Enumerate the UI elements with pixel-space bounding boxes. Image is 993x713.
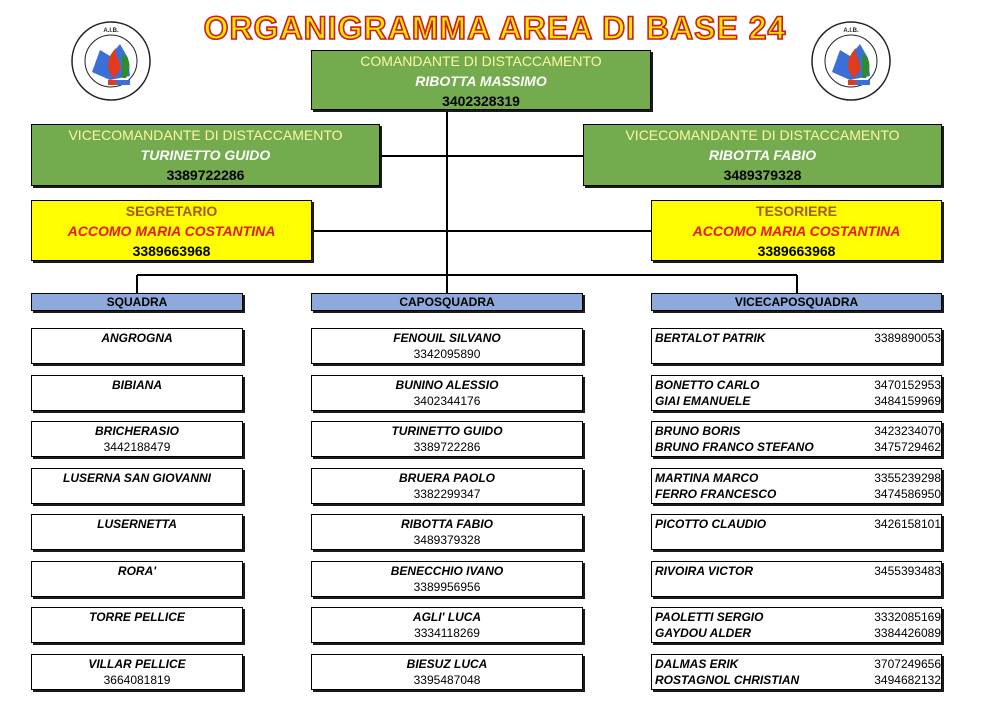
vicecaposquadra-entry — [652, 609, 941, 625]
caposquadra-phone: 3395487048 — [413, 673, 481, 687]
vicecaposquadra-cell — [651, 561, 942, 597]
column-header-vicecaposquadra: VICECAPOSQUADRA — [651, 293, 942, 311]
vicecaposquadra-phone: 3475729462 — [874, 440, 941, 454]
caposquadra-name: FENOUIL SILVANO — [393, 331, 501, 345]
caposquadra-phone: 3402344176 — [413, 394, 481, 408]
squadra-name: ANGROGNA — [101, 331, 173, 345]
vicecaposquadra-cell — [651, 328, 942, 364]
page-title: ORGANIGRAMMA AREA DI BASE 24 — [203, 10, 787, 46]
caposquadra-cell — [311, 561, 583, 597]
vicecaposquadra-name: MARTINA MARCO — [655, 471, 759, 485]
vicecaposquadra-phone: 3494682132 — [874, 673, 941, 687]
vicecaposquadra-name: BONETTO CARLO — [655, 378, 760, 392]
caposquadra-phone: 3342095890 — [413, 347, 481, 361]
vicecaposquadra-phone: 3484159969 — [874, 394, 941, 408]
caposquadra-phone: 3389956956 — [413, 580, 481, 594]
vicecaposquadra-name: FERRO FRANCESCO — [655, 487, 777, 501]
vicecaposquadra-entry — [652, 423, 941, 439]
vicecaposquadra-name: RIVOIRA VICTOR — [655, 564, 754, 578]
caposquadra-phone: 3382299347 — [413, 487, 481, 501]
vicecaposquadra-entry — [652, 516, 941, 532]
vice-commander-role: VICECOMANDANTE DI DISTACCAMENTO — [625, 127, 900, 143]
column-header-caposquadra: CAPOSQUADRA — [311, 293, 583, 311]
vicecaposquadra-cell — [651, 375, 942, 411]
treasurer-name: ACCOMO MARIA COSTANTINA — [692, 223, 901, 239]
vicecaposquadra-cell — [651, 421, 942, 457]
vicecaposquadra-phone: 3332085169 — [874, 610, 941, 624]
vice-commander-phone: 3489379328 — [723, 167, 802, 183]
treasurer-phone: 3389663968 — [757, 243, 836, 259]
vicecaposquadra-entry — [652, 377, 941, 393]
vicecaposquadra-cell — [651, 607, 942, 643]
caposquadra-phone: 3489379328 — [413, 533, 481, 547]
vice-commander-box-right — [583, 124, 942, 186]
treasurer-box — [651, 200, 942, 261]
caposquadra-name: BRUERA PAOLO — [399, 471, 495, 485]
vice-commander-name: RIBOTTA FABIO — [708, 147, 817, 163]
vicecaposquadra-name: BERTALOT PATRIK — [655, 331, 766, 345]
commander-name: RIBOTTA MASSIMO — [415, 73, 547, 89]
vicecaposquadra-phone: 3474586950 — [874, 487, 941, 501]
caposquadra-name: BIESUZ LUCA — [406, 657, 488, 671]
squadra-name: LUSERNA SAN GIOVANNI — [62, 471, 211, 485]
caposquadra-phone: 3389722286 — [413, 440, 481, 454]
squadra-name: BRICHERASIO — [94, 424, 179, 438]
vicecaposquadra-name: GIAI EMANUELE — [655, 394, 751, 408]
svg-text:A.I.B.: A.I.B. — [103, 28, 119, 34]
vicecaposquadra-cell — [651, 654, 942, 690]
squadra-cell — [31, 654, 243, 690]
vicecaposquadra-entry — [652, 656, 941, 672]
aib-piemonte-logo-icon — [810, 20, 892, 102]
caposquadra-name: BUNINO ALESSIO — [395, 378, 499, 392]
vicecaposquadra-phone: 3389890053 — [874, 331, 941, 345]
caposquadra-cell — [311, 514, 583, 550]
squadra-name: RORA' — [117, 564, 157, 578]
caposquadra-name: RIBOTTA FABIO — [401, 517, 493, 531]
commander-phone: 3402328319 — [442, 93, 520, 109]
vicecaposquadra-cell — [651, 514, 942, 550]
squadra-phone: 3442188479 — [103, 440, 171, 454]
vicecaposquadra-entry — [652, 563, 941, 579]
vicecaposquadra-name: BRUNO FRANCO STEFANO — [655, 440, 814, 454]
vicecaposquadra-entry — [652, 672, 941, 688]
svg-text:A.I.B.: A.I.B. — [843, 28, 859, 34]
secretary-box — [31, 200, 312, 261]
commander-box — [311, 50, 651, 110]
squadra-cell — [31, 328, 243, 364]
vicecaposquadra-entry — [652, 439, 941, 455]
vicecaposquadra-phone: 3470152953 — [874, 378, 941, 392]
squadra-cell — [31, 375, 243, 411]
squadra-name: VILLAR PELLICE — [88, 657, 186, 671]
vicecaposquadra-entry — [652, 486, 941, 502]
vicecaposquadra-name: PAOLETTI SERGIO — [655, 610, 764, 624]
caposquadra-cell — [311, 654, 583, 690]
vicecaposquadra-phone: 3355239298 — [874, 471, 941, 485]
vicecaposquadra-name: BRUNO BORIS — [655, 424, 741, 438]
caposquadra-name: BENECCHIO IVANO — [390, 564, 504, 578]
vicecaposquadra-name: GAYDOU ALDER — [655, 626, 751, 640]
vicecaposquadra-phone: 3707249656 — [874, 657, 941, 671]
vicecaposquadra-entry — [652, 393, 941, 409]
commander-role: COMANDANTE DI DISTACCAMENTO — [360, 53, 602, 69]
caposquadra-cell — [311, 328, 583, 364]
vicecaposquadra-phone: 3423234070 — [874, 424, 941, 438]
vicecaposquadra-cell — [651, 468, 942, 504]
caposquadra-cell — [311, 607, 583, 643]
vicecaposquadra-entry — [652, 470, 941, 486]
aib-piemonte-logo-icon — [70, 20, 152, 102]
squadra-cell — [31, 468, 243, 504]
caposquadra-phone: 3334118269 — [414, 626, 480, 640]
vice-commander-role: VICECOMANDANTE DI DISTACCAMENTO — [68, 127, 343, 143]
squadra-cell — [31, 561, 243, 597]
secretary-phone: 3389663968 — [132, 243, 211, 259]
caposquadra-cell — [311, 375, 583, 411]
vicecaposquadra-phone: 3426158101 — [874, 517, 941, 531]
squadra-name: BIBIANA — [112, 378, 162, 392]
vicecaposquadra-phone: 3384426089 — [874, 626, 941, 640]
vicecaposquadra-name: DALMAS ERIK — [655, 657, 739, 671]
vice-commander-name: TURINETTO GUIDO — [140, 147, 271, 163]
squadra-name: LUSERNETTA — [97, 517, 177, 531]
secretary-name: ACCOMO MARIA COSTANTINA — [67, 223, 276, 239]
caposquadra-cell — [311, 468, 583, 504]
squadra-cell — [31, 607, 243, 643]
vice-commander-phone: 3389722286 — [166, 167, 245, 183]
vicecaposquadra-phone: 3455393483 — [874, 564, 941, 578]
squadra-cell — [31, 514, 243, 550]
squadra-name: TORRE PELLICE — [89, 610, 185, 624]
caposquadra-cell — [311, 421, 583, 457]
squadra-phone: 3664081819 — [103, 673, 171, 687]
squadra-cell — [31, 421, 243, 457]
vicecaposquadra-entry — [652, 625, 941, 641]
vice-commander-box-left — [31, 124, 380, 186]
vicecaposquadra-entry — [652, 330, 941, 346]
vicecaposquadra-name: ROSTAGNOL CHRISTIAN — [655, 673, 800, 687]
treasurer-role: TESORIERE — [756, 203, 837, 219]
caposquadra-name: AGLI' LUCA — [412, 610, 482, 624]
caposquadra-name: TURINETTO GUIDO — [391, 424, 503, 438]
column-header-squadra: SQUADRA — [31, 293, 243, 311]
vicecaposquadra-name: PICOTTO CLAUDIO — [655, 517, 767, 531]
secretary-role: SEGRETARIO — [125, 203, 218, 219]
